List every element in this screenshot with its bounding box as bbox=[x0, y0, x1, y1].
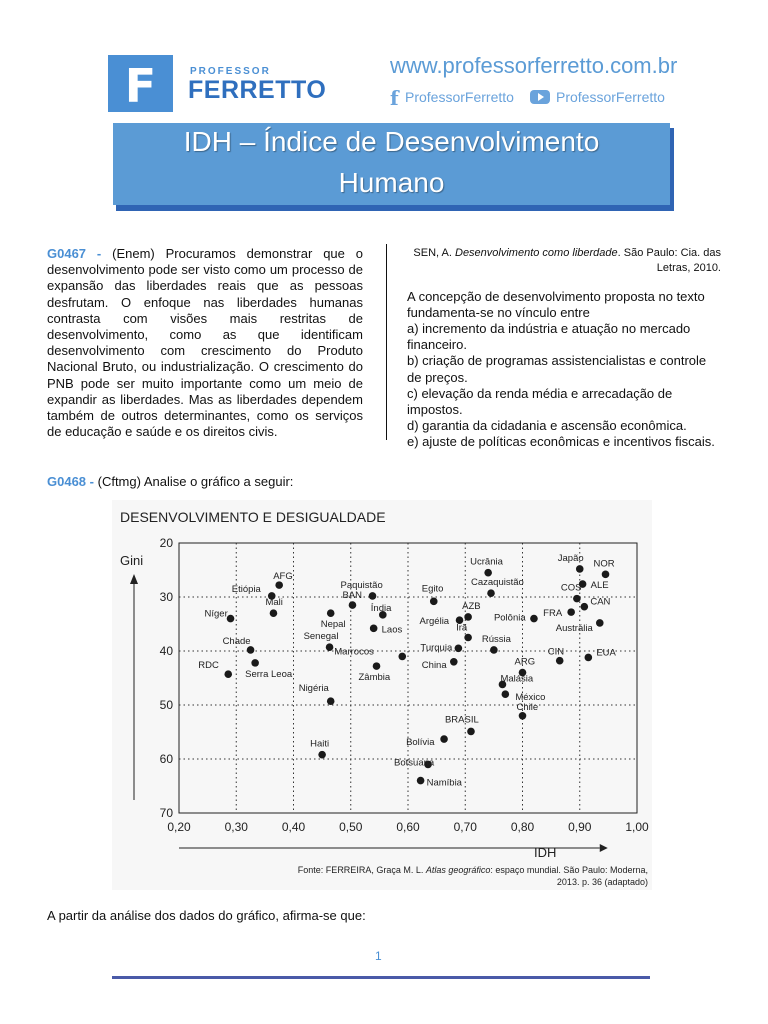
data-label-paquistao: Paquistão bbox=[340, 579, 383, 591]
data-point-brasil bbox=[467, 728, 475, 736]
data-label-marrocos: Marrocos bbox=[334, 646, 374, 658]
facebook-icon[interactable]: f bbox=[390, 86, 399, 110]
question-dash: - bbox=[86, 246, 113, 261]
y-tick-label: 20 bbox=[159, 536, 173, 550]
page-title-line-1: IDH – Índice de Desenvolvimento bbox=[183, 126, 600, 157]
data-label-ale: ALE bbox=[590, 580, 609, 592]
data-point-nepal bbox=[327, 609, 335, 617]
data-label-nigeria: Nigéria bbox=[298, 683, 329, 695]
data-point-zambia bbox=[373, 662, 381, 670]
data-label-laos: Laos bbox=[381, 624, 403, 636]
data-point-ira bbox=[464, 634, 472, 642]
y-tick-label: 40 bbox=[159, 644, 173, 658]
data-label-bolivia: Bolívia bbox=[406, 737, 435, 749]
question-id: G0467 bbox=[47, 246, 87, 261]
data-point-namibia bbox=[417, 777, 425, 785]
question-g0468-followup: A partir da análise dos dados do gráfico, afirma-se que: bbox=[47, 908, 366, 923]
data-label-india: Índia bbox=[370, 602, 392, 614]
data-label-arg: ARG bbox=[514, 656, 536, 668]
x-tick-label: 0,40 bbox=[281, 820, 306, 834]
question-prompt: A concepção de desenvolvimento proposta no texto fundamenta-se no vínculo entre bbox=[407, 289, 705, 321]
data-label-ban: BAN bbox=[342, 590, 363, 602]
data-label-brasil: BRASIL bbox=[444, 714, 479, 726]
x-axis-label: IDH bbox=[534, 845, 557, 860]
data-point-senegal bbox=[326, 643, 334, 651]
column-divider bbox=[386, 244, 387, 440]
option-c[interactable]: c) elevação da renda média e arrecadação de impostos. bbox=[407, 385, 673, 418]
data-label-malasia: Malásia bbox=[500, 673, 534, 685]
data-label-cos: COS bbox=[560, 582, 582, 594]
data-label-azb: AZB bbox=[462, 600, 481, 612]
x-tick-label: 0,80 bbox=[510, 820, 535, 834]
data-label-eua: EUA bbox=[596, 647, 616, 659]
data-point-mexico bbox=[502, 690, 510, 698]
data-label-australia: Austrália bbox=[555, 622, 593, 634]
data-label-turquia: Turquia bbox=[420, 642, 453, 654]
data-label-serra-leoa: Serra Leoa bbox=[245, 668, 293, 680]
x-tick-label: 0,50 bbox=[339, 820, 363, 834]
question-intro-text: (Cftmg) Analise o gráfico a seguir: bbox=[97, 474, 294, 489]
data-label-chile: Chile bbox=[516, 701, 539, 713]
data-point-can bbox=[581, 603, 589, 611]
question-source-tag: (Enem) bbox=[112, 246, 155, 261]
brand-small-text: PROFESSOR bbox=[190, 66, 271, 77]
data-point-russia bbox=[490, 646, 498, 654]
data-label-japao: Japão bbox=[557, 552, 584, 564]
data-label-namibia: Namíbia bbox=[426, 777, 462, 789]
page-number: 1 bbox=[375, 949, 382, 963]
data-label-cin: CIN bbox=[547, 646, 565, 658]
data-point-ban bbox=[349, 601, 357, 609]
data-label-fra: FRA bbox=[543, 608, 563, 620]
y-tick-label: 30 bbox=[159, 590, 173, 604]
data-label-botsuana: Botsuana bbox=[394, 757, 435, 769]
x-tick-label: 0,60 bbox=[396, 820, 420, 834]
data-point-serra-leoa bbox=[251, 659, 259, 667]
data-point-afg bbox=[275, 581, 283, 589]
page-title bbox=[113, 121, 670, 203]
data-point-japao bbox=[576, 565, 584, 573]
data-point-niger bbox=[227, 615, 235, 623]
option-b[interactable]: b) criação de programas assistencialistas e controle de preços. bbox=[407, 353, 707, 385]
question-g0467-text bbox=[47, 246, 363, 440]
data-label-rdc: RDC bbox=[198, 660, 219, 672]
data-point-ucrania bbox=[484, 569, 492, 577]
x-tick-label: 0,30 bbox=[224, 820, 248, 834]
data-point-australia bbox=[596, 619, 604, 627]
data-point-cazaquistao bbox=[487, 589, 495, 597]
youtube-handle[interactable]: ProfessorFerretto bbox=[556, 89, 665, 105]
data-point-fra bbox=[567, 608, 575, 616]
data-point-azb bbox=[464, 613, 472, 621]
data-label-chade: Chade bbox=[222, 635, 251, 647]
data-point-chile bbox=[519, 712, 527, 720]
question-id: G0468 bbox=[47, 474, 87, 489]
page-title-line-2: Humano bbox=[338, 167, 445, 198]
data-point-china bbox=[450, 658, 458, 666]
x-tick-label: 1,00 bbox=[625, 820, 649, 834]
y-axis-label: Gini bbox=[120, 553, 144, 568]
option-a[interactable]: a) incremento da indústria e atuação no mercado financeiro. bbox=[407, 321, 691, 353]
data-point-turquia bbox=[455, 645, 463, 653]
footer-rule bbox=[112, 976, 650, 979]
facebook-handle[interactable]: ProfessorFerretto bbox=[405, 89, 514, 105]
data-label-russia: Rússia bbox=[481, 633, 511, 645]
data-label-argelia: Argélia bbox=[419, 616, 450, 628]
y-tick-label: 60 bbox=[159, 752, 173, 766]
x-tick-label: 0,20 bbox=[167, 820, 191, 834]
data-label-niger: Níger bbox=[204, 608, 228, 620]
question-g0468-intro: G0468 - (Cftmg) Analise o gráfico a seguir: bbox=[47, 474, 294, 489]
data-point-nigeria bbox=[327, 697, 335, 705]
data-label-polonia: Polônia bbox=[493, 612, 526, 624]
data-point-paquistao bbox=[369, 592, 377, 600]
data-label-nor: NOR bbox=[593, 558, 615, 570]
data-point-cin bbox=[556, 657, 564, 665]
option-e[interactable]: e) ajuste de políticas econômicas e incentivos fiscais. bbox=[407, 434, 715, 450]
site-url-link[interactable]: www.professorferretto.com.br bbox=[390, 53, 678, 78]
data-point-marrocos bbox=[398, 653, 406, 661]
y-tick-label: 70 bbox=[159, 806, 173, 820]
data-point-nor bbox=[602, 571, 610, 579]
options-list bbox=[407, 321, 721, 451]
chart-title: DESENVOLVIMENTO E DESIGUALDADE bbox=[120, 509, 386, 525]
data-label-mali: Mali bbox=[265, 597, 283, 609]
data-point-haiti bbox=[318, 751, 326, 759]
data-point-mali bbox=[270, 609, 278, 617]
logo-letter: F bbox=[124, 59, 157, 113]
data-point-egito bbox=[430, 598, 438, 606]
data-label-mexico: México bbox=[515, 692, 546, 704]
brand-name: FERRETTO bbox=[188, 76, 327, 104]
youtube-icon[interactable] bbox=[530, 90, 550, 104]
data-point-chade bbox=[247, 646, 255, 654]
data-label-ira: Irã bbox=[456, 622, 468, 634]
data-label-etiopia: Etiópia bbox=[231, 583, 261, 595]
data-label-nepal: Nepal bbox=[320, 619, 346, 631]
data-label-zambia: Zâmbia bbox=[358, 672, 391, 684]
data-label-egito: Egito bbox=[421, 583, 444, 595]
y-tick-label: 50 bbox=[159, 698, 173, 712]
data-point-bolivia bbox=[440, 735, 448, 743]
data-point-cos bbox=[573, 595, 581, 603]
scatter-chart bbox=[112, 500, 652, 890]
data-point-rdc bbox=[224, 670, 232, 678]
citation: SEN, A. Desenvolvimento como liberdade. São Paulo: Cia. das Letras, 2010. bbox=[413, 247, 721, 274]
data-label-afg: AFG bbox=[273, 571, 293, 583]
logo-mark bbox=[108, 55, 173, 112]
chart-source-line-1: Fonte: FERREIRA, Graça M. L. Atlas geográfico: espaço mundial. São Paulo: Moderna, bbox=[297, 865, 648, 875]
chart-source-line-2: 2013. p. 36 (adaptado) bbox=[556, 877, 648, 887]
data-label-haiti: Haiti bbox=[310, 738, 330, 750]
data-label-ucrania: Ucrânia bbox=[470, 556, 503, 568]
data-label-can: CAN bbox=[590, 596, 611, 608]
question-body: Procuramos demonstrar que o desenvolvimento pode ser visto como um processo de expansão das liberdades reais que as pessoas desfrutam. O enfoque nas liberdades humanas contrasta com visões mais restritas de desenvolvimento, como as que identificam desenvolvimento com crescimento do Produto Nacional Bruto, ou industrialização. O crescimento do PNB pode ser muito importante como um meio de expandir as liberdades. Mas as liberdades dependem também de outros determinantes, como os serviços de educação e saúde e os direitos civis. bbox=[47, 246, 363, 440]
x-tick-label: 0,90 bbox=[568, 820, 592, 834]
data-label-china: China bbox=[421, 659, 447, 671]
data-label-senegal: Senegal bbox=[303, 631, 339, 643]
data-point-eua bbox=[585, 654, 593, 662]
x-tick-label: 0,70 bbox=[453, 820, 477, 834]
data-point-laos bbox=[370, 625, 378, 633]
option-d[interactable]: d) garantia da cidadania e ascensão econômica. bbox=[407, 418, 687, 434]
data-point-polonia bbox=[530, 615, 538, 623]
data-label-cazaquistao: Cazaquistão bbox=[471, 577, 524, 589]
